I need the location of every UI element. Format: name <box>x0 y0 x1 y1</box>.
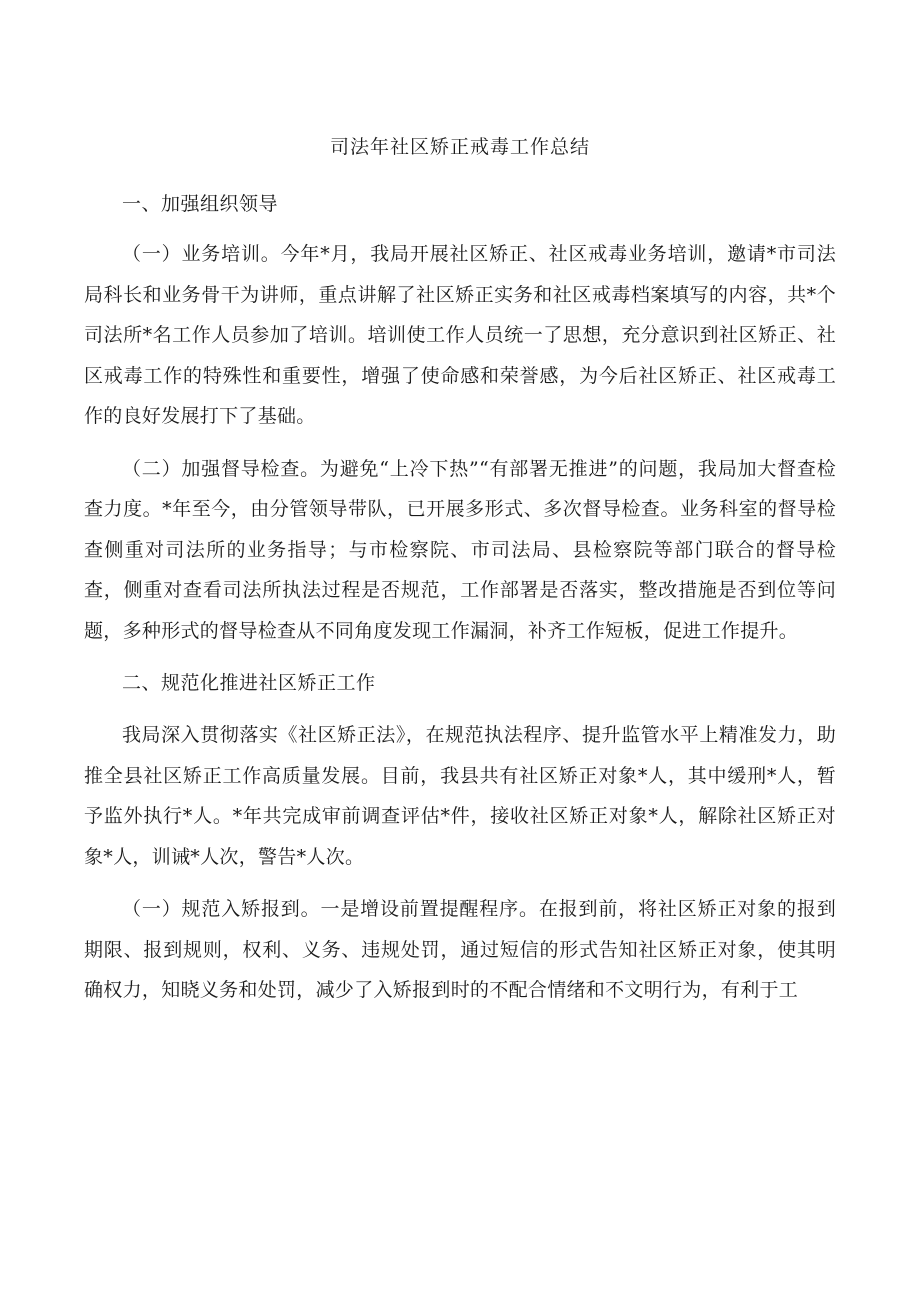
section-heading-1: 一、加强组织领导 <box>122 193 279 215</box>
paragraph-supervision-inspection: （二）加强督导检查。为避免“上冷下热”“有部署无推进”的问题，我局加大督查检查力度。*年至今，由分管领导带队，已开展多形式、多次督导检查。业务科室的督导检查侧重对司法所的业务指导；与市检察院、市司法局、县检察院等部门联合的督导检查，侧重对查看司法所执法过程是否规范，工作部署是否落实，整改措施是否到位等问题，多种形式的督导检查从不同角度发现工作漏洞，补齐工作短板，促进工作提升。 <box>84 457 836 642</box>
document-title: 司法年社区矫正戒毒工作总结 <box>329 136 590 158</box>
document-body <box>84 184 836 1011</box>
paragraph-business-training: （一）业务培训。今年*月，我局开展社区矫正、社区戒毒业务培训，邀请*市司法局科长和业务骨干为讲师，重点讲解了社区矫正实务和社区戒毒档案填写的内容，共*个司法所*名工作人员参加了培训。培训使工作人员统一了思想，充分意识到社区矫正、社区戒毒工作的特殊性和重要性，增强了使命感和荣誉感，为今后社区矫正、社区戒毒工作的良好发展打下了基础。 <box>84 243 836 427</box>
section-heading-2: 二、规范化推进社区矫正工作 <box>122 672 376 694</box>
paragraph-correction-law: 我局深入贯彻落实《社区矫正法》，在规范执法程序、提升监管水平上精准发力，助推全县社区矫正工作高质量发展。目前，我县共有社区矫正对象*人，其中缓刑*人，暂予监外执行*人。*年共完成审前调查评估*件，接收社区矫正对象*人，解除社区矫正对象*人，训诫*人次，警告*人次。 <box>84 724 836 868</box>
paragraph-registration: （一）规范入矫报到。一是增设前置提醒程序。在报到前，将社区矫正对象的报到期限、报到规则，权利、义务、违规处罚，通过短信的形式告知社区矫正对象，使其明确权力，知晓义务和处罚，减少了入矫报到时的不配合情绪和不文明行为，有利于工 <box>84 898 836 1001</box>
